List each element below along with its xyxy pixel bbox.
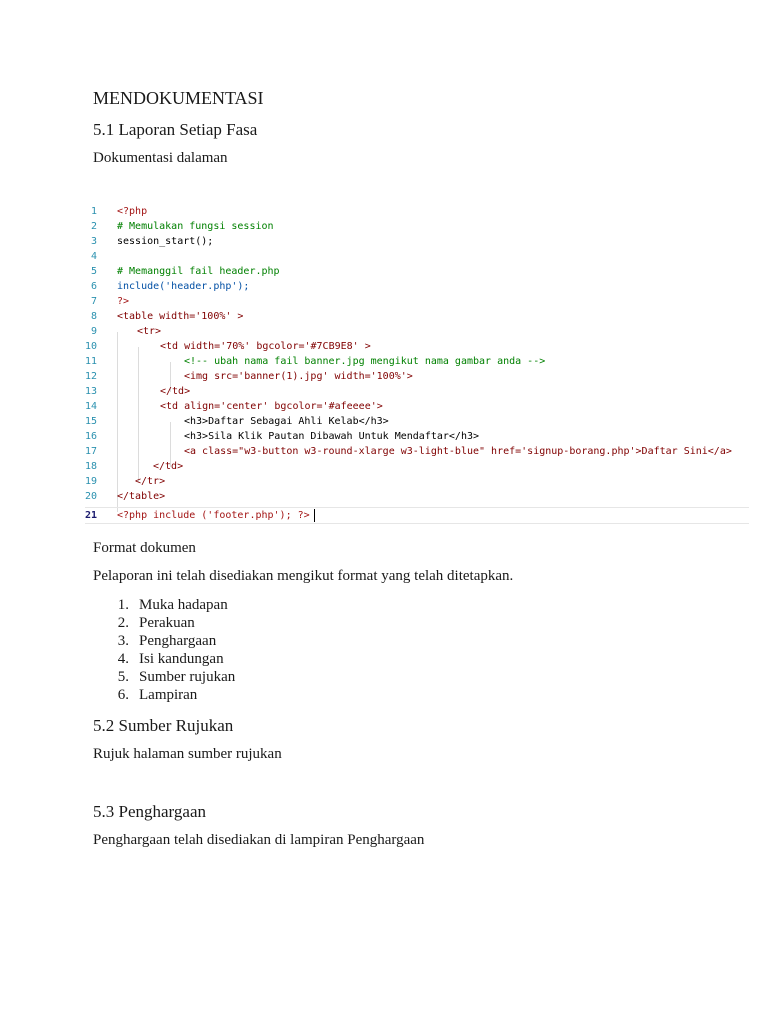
code-line <box>85 204 749 219</box>
line-number: 13 <box>85 386 98 397</box>
code-line <box>85 354 749 369</box>
code-text: <!-- ubah nama fail banner.jpg mengikut nama gambar anda --> <box>184 356 546 367</box>
code-line <box>85 219 749 234</box>
list-label: Lampiran <box>139 687 198 703</box>
document-title: MENDOKUMENTASI <box>93 88 264 108</box>
line-number: 2 <box>90 221 97 232</box>
list-label: Penghargaan <box>139 633 217 649</box>
code-text: include('header.php'); <box>117 281 250 292</box>
code-text: <?php include ('footer.php'); ?> <box>117 510 310 521</box>
section-5-3-heading: 5.3 Penghargaan <box>93 802 206 821</box>
code-text: <img src='banner(1).jpg' width='100%'> <box>184 371 413 382</box>
code-text: # Memulakan fungsi session <box>117 221 274 232</box>
section-5-1-heading: 5.1 Laporan Setiap Fasa <box>93 120 258 139</box>
list-number: 6. <box>117 687 129 703</box>
line-number: 5 <box>90 266 97 277</box>
section-5-2-heading: 5.2 Sumber Rujukan <box>93 716 234 735</box>
list-label: Perakuan <box>139 615 195 631</box>
code-line <box>85 249 749 264</box>
section-5-3-body: Penghargaan telah disediakan di lampiran Penghargaan <box>93 832 425 848</box>
code-text: <?php <box>117 206 148 217</box>
list-number: 1. <box>117 597 129 613</box>
code-text: session_start(); <box>117 236 214 247</box>
code-line <box>85 264 749 279</box>
code-text: ?> <box>117 296 130 307</box>
line-number: 12 <box>85 371 98 382</box>
code-line <box>85 474 749 489</box>
code-text: <h3>Daftar Sebagai Ahli Kelab</h3> <box>184 416 389 427</box>
code-line <box>85 234 749 249</box>
code-line <box>85 339 749 354</box>
line-number: 1 <box>90 206 97 217</box>
code-line <box>85 279 749 294</box>
code-line <box>85 294 749 309</box>
code-text: <table width='100%' > <box>117 311 244 322</box>
section-5-1-intro: Dokumentasi dalaman <box>93 150 228 166</box>
line-number: 14 <box>85 401 98 412</box>
code-text: <td width='70%' bgcolor='#7CB9E8' > <box>160 341 371 352</box>
code-line <box>85 414 749 429</box>
list-number: 4. <box>117 651 129 667</box>
list-number: 2. <box>117 615 129 631</box>
line-number: 16 <box>85 431 98 442</box>
list-label: Muka hadapan <box>139 597 228 613</box>
code-text: </td> <box>153 461 184 472</box>
format-intro: Pelaporan ini telah disediakan mengikut format yang telah ditetapkan. <box>93 568 514 584</box>
code-text: </td> <box>160 386 191 397</box>
code-line <box>85 309 749 324</box>
code-line <box>85 459 749 474</box>
code-text: <tr> <box>137 326 162 337</box>
code-line-current <box>85 507 749 524</box>
line-number: 3 <box>90 236 97 247</box>
text-caret <box>314 509 315 522</box>
line-number: 4 <box>90 251 97 262</box>
code-text: # Memanggil fail header.php <box>117 266 280 277</box>
list-label: Sumber rujukan <box>139 669 236 685</box>
list-label: Isi kandungan <box>139 651 224 667</box>
line-number: 15 <box>85 416 98 427</box>
line-number: 17 <box>85 446 98 457</box>
code-text: </tr> <box>135 476 166 487</box>
line-number: 21 <box>85 510 98 521</box>
line-number: 11 <box>85 356 98 367</box>
line-number: 9 <box>90 326 97 337</box>
line-number: 10 <box>85 341 98 352</box>
line-number: 6 <box>90 281 97 292</box>
line-number: 20 <box>85 491 98 502</box>
line-number: 19 <box>85 476 98 487</box>
list-number: 3. <box>117 633 129 649</box>
code-line <box>85 444 749 459</box>
code-text: <td align='center' bgcolor='#afeeee'> <box>160 401 383 412</box>
code-text: </table> <box>117 491 166 502</box>
line-number: 8 <box>90 311 97 322</box>
code-line <box>85 399 749 414</box>
code-line <box>85 384 749 399</box>
code-line <box>85 324 749 339</box>
code-text: <h3>Sila Klik Pautan Dibawah Untuk Mendaftar</h3> <box>184 431 480 442</box>
line-number: 18 <box>85 461 98 472</box>
list-number: 5. <box>117 669 129 685</box>
code-screenshot <box>85 204 749 526</box>
code-line <box>85 369 749 384</box>
code-text: <a class="w3-button w3-round-xlarge w3-light-blue" href='signup-borang.php'>Daftar Sini</a> <box>184 446 732 457</box>
format-heading: Format dokumen <box>93 540 196 556</box>
section-5-2-body: Rujuk halaman sumber rujukan <box>93 746 282 762</box>
line-number: 7 <box>90 296 97 307</box>
code-line <box>85 489 749 504</box>
code-line <box>85 429 749 444</box>
